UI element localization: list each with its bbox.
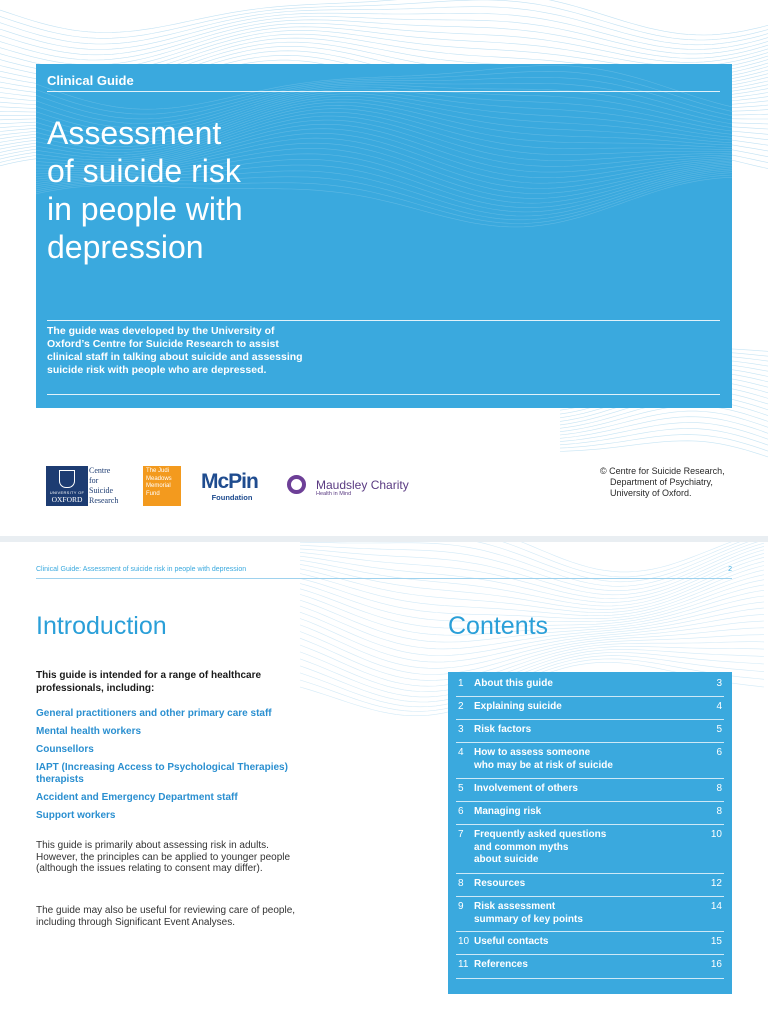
- contents-item-label-line: about suicide: [474, 854, 539, 865]
- contents-divider: [456, 696, 724, 697]
- audience-item: Counsellors: [36, 744, 94, 755]
- contents-item-label: [474, 701, 674, 714]
- intro-paragraph: The guide may also be useful for reviewing care of people, including through Significant Event Analyses.: [36, 905, 296, 928]
- contents-item-label-line: Involvement of others: [474, 783, 578, 794]
- contents-item[interactable]: [458, 901, 722, 926]
- contents-item-label: [474, 724, 674, 737]
- wave-line: [560, 435, 768, 452]
- maudsley-logo-name: Maudsley Charity: [316, 478, 409, 492]
- contents-item-label-line: who may be at risk of suicide: [474, 759, 613, 771]
- contents-item-page: 6: [716, 747, 722, 758]
- csr-logo-line: for: [89, 476, 99, 485]
- page-number: 2: [728, 566, 732, 573]
- wave-line: [36, 77, 732, 119]
- contents-item-label-line: Explaining suicide: [474, 701, 562, 712]
- contents-item-label-line: summary of key points: [474, 913, 583, 925]
- contents-item-number: 10: [458, 936, 470, 947]
- contents-item-number: 11: [458, 959, 469, 970]
- copyright-line: University of Oxford.: [610, 488, 692, 498]
- contents-item[interactable]: [458, 806, 722, 819]
- wave-line: [560, 423, 768, 442]
- contents-divider: [456, 873, 724, 874]
- contents-divider: [456, 824, 724, 825]
- contents-item-page: 4: [716, 701, 722, 712]
- csr-logo-line: Research: [89, 496, 119, 505]
- oxford-logo: [46, 466, 88, 506]
- audience-item: Mental health workers: [36, 726, 142, 737]
- cover-bottom-rule: [47, 394, 720, 395]
- cover-title: [47, 114, 407, 266]
- contents-item-number: 2: [458, 701, 464, 712]
- mcpin-logo-sub: Foundation: [211, 493, 253, 502]
- contents-item-page: 3: [716, 678, 722, 689]
- contents-item-label-line: Useful contacts: [474, 936, 549, 947]
- csr-logo-text: [89, 466, 137, 506]
- contents-item-label-line: and common myths: [474, 841, 569, 853]
- contents-table: [448, 672, 732, 994]
- running-head-rule: [36, 578, 732, 579]
- audience-item: Support workers: [36, 809, 116, 821]
- audience-list: [36, 708, 298, 828]
- contents-item-number: 3: [458, 724, 464, 735]
- contents-item-page: 15: [710, 936, 722, 947]
- intro-lead: This guide is intended for a range of healthcare professionals, including:: [36, 670, 262, 694]
- contents-item-label: [474, 936, 674, 949]
- contents-item-number: 7: [458, 829, 464, 840]
- intro-paragraph: This guide is primarily about assessing risk in adults. However, the principles can be applied to younger people (although the issues relating to consent may differ).: [36, 840, 291, 874]
- contents-divider: [456, 931, 724, 932]
- contents-item[interactable]: [458, 878, 722, 891]
- oxford-logo-bottom: OXFORD: [51, 495, 83, 504]
- cover-title-line: in people with: [47, 191, 243, 227]
- oxford-crest-icon: [59, 470, 75, 488]
- contents-item-label-line: Frequently asked questions: [474, 829, 607, 840]
- audience-item: Accident and Emergency Department staff: [36, 791, 238, 803]
- introduction-heading: Introduction: [36, 612, 167, 640]
- wave-line: [300, 570, 764, 616]
- contents-item-label-line: Risk assessment: [474, 901, 556, 912]
- contents-item-label-line: Managing risk: [474, 806, 542, 817]
- copyright-line: Department of Psychiatry,: [610, 477, 713, 487]
- audience-item: General practitioners and other primary care staff: [36, 708, 272, 719]
- contents-divider: [456, 742, 724, 743]
- contents-heading: Contents: [448, 612, 549, 640]
- contents-divider: [456, 719, 724, 720]
- contents-item-label-line: How to assess someone: [474, 747, 591, 758]
- contents-divider: [456, 801, 724, 802]
- wave-line: [560, 429, 768, 446]
- contents-item[interactable]: [458, 959, 722, 972]
- oxford-logo-top: UNIVERSITY OF: [49, 490, 85, 495]
- cover-title-line: of suicide risk: [47, 153, 241, 189]
- wave-line: [300, 561, 764, 609]
- judi-logo-line: Meadows: [146, 475, 172, 482]
- judi-logo-line: The Judi: [146, 468, 170, 474]
- running-head: Clinical Guide: Assessment of suicide risk in people with depression: [36, 566, 247, 573]
- contents-item-number: 5: [458, 783, 464, 794]
- judi-meadows-fund-logo: [143, 466, 181, 506]
- contents-item-page: 10: [710, 829, 722, 840]
- contents-item[interactable]: [458, 747, 722, 772]
- contents-item-number: 8: [458, 878, 464, 889]
- maudsley-charity-logo: [287, 474, 417, 502]
- contents-item-label-line: About this guide: [474, 678, 553, 689]
- contents-item-label: [474, 901, 674, 926]
- contents-item-page: 14: [710, 901, 722, 912]
- contents-item-label-line: Resources: [474, 878, 526, 889]
- contents-item-label: [474, 678, 674, 691]
- judi-logo-line: Memorial: [146, 483, 171, 490]
- maudsley-logo-tag: Health in Mind: [316, 491, 352, 497]
- contents-item-page: 16: [710, 959, 722, 970]
- cover-label: Clinical Guide: [47, 73, 134, 88]
- contents-divider: [456, 778, 724, 779]
- wave-line: [300, 566, 764, 613]
- contents-item[interactable]: [458, 701, 722, 714]
- cover-mid-rule: [47, 320, 720, 321]
- contents-item-label: [474, 829, 674, 867]
- wave-line: [300, 542, 764, 582]
- mcpin-foundation-logo: [201, 471, 267, 502]
- maudsley-ring-icon: [287, 475, 306, 494]
- contents-item-number: 4: [458, 747, 464, 758]
- contents-item[interactable]: [458, 678, 722, 691]
- wave-line: [560, 441, 768, 457]
- cover-panel: [36, 64, 732, 408]
- copyright-notice: [600, 466, 740, 499]
- contents-item-number: 9: [458, 901, 464, 912]
- wave-line: [300, 557, 764, 606]
- copyright-line: © Centre for Suicide Research,: [600, 466, 725, 476]
- cover-description: The guide was developed by the University of Oxford’s Centre for Suicide Research to assist clinical staff in talking about suicide and assessing suicide risk with people who are depressed.: [47, 325, 303, 376]
- cover-top-rule: [47, 91, 720, 92]
- contents-divider: [456, 896, 724, 897]
- contents-item-label: [474, 806, 674, 819]
- contents-item[interactable]: [458, 783, 722, 796]
- contents-item-label: [474, 783, 674, 796]
- contents-item-label: [474, 959, 674, 972]
- contents-item-page: 8: [716, 806, 722, 817]
- audience-item: IAPT (Increasing Access to Psychological Therapies) therapists: [36, 762, 288, 785]
- contents-item-label-line: Risk factors: [474, 724, 532, 735]
- contents-item-label: [474, 747, 674, 772]
- contents-item-number: 1: [458, 678, 464, 689]
- introduction-page: [0, 542, 768, 1024]
- contents-item-page: 5: [716, 724, 722, 735]
- contents-item[interactable]: [458, 724, 722, 737]
- cover-title-line: depression: [47, 229, 204, 265]
- contents-item-page: 8: [716, 783, 722, 794]
- contents-item-label-line: References: [474, 959, 528, 970]
- contents-item-number: 6: [458, 806, 464, 817]
- contents-divider: [456, 978, 724, 979]
- contents-item-page: 12: [710, 878, 722, 889]
- csr-logo-line: Suicide: [89, 486, 113, 495]
- mcpin-logo-name: McPin: [201, 470, 258, 493]
- contents-item[interactable]: [458, 936, 722, 949]
- contents-divider: [456, 954, 724, 955]
- csr-logo-line: Centre: [89, 466, 111, 475]
- contents-item[interactable]: [458, 829, 722, 867]
- judi-logo-line: Fund: [146, 490, 160, 497]
- contents-item-label: [474, 878, 674, 891]
- cover-title-line: Assessment: [47, 115, 222, 151]
